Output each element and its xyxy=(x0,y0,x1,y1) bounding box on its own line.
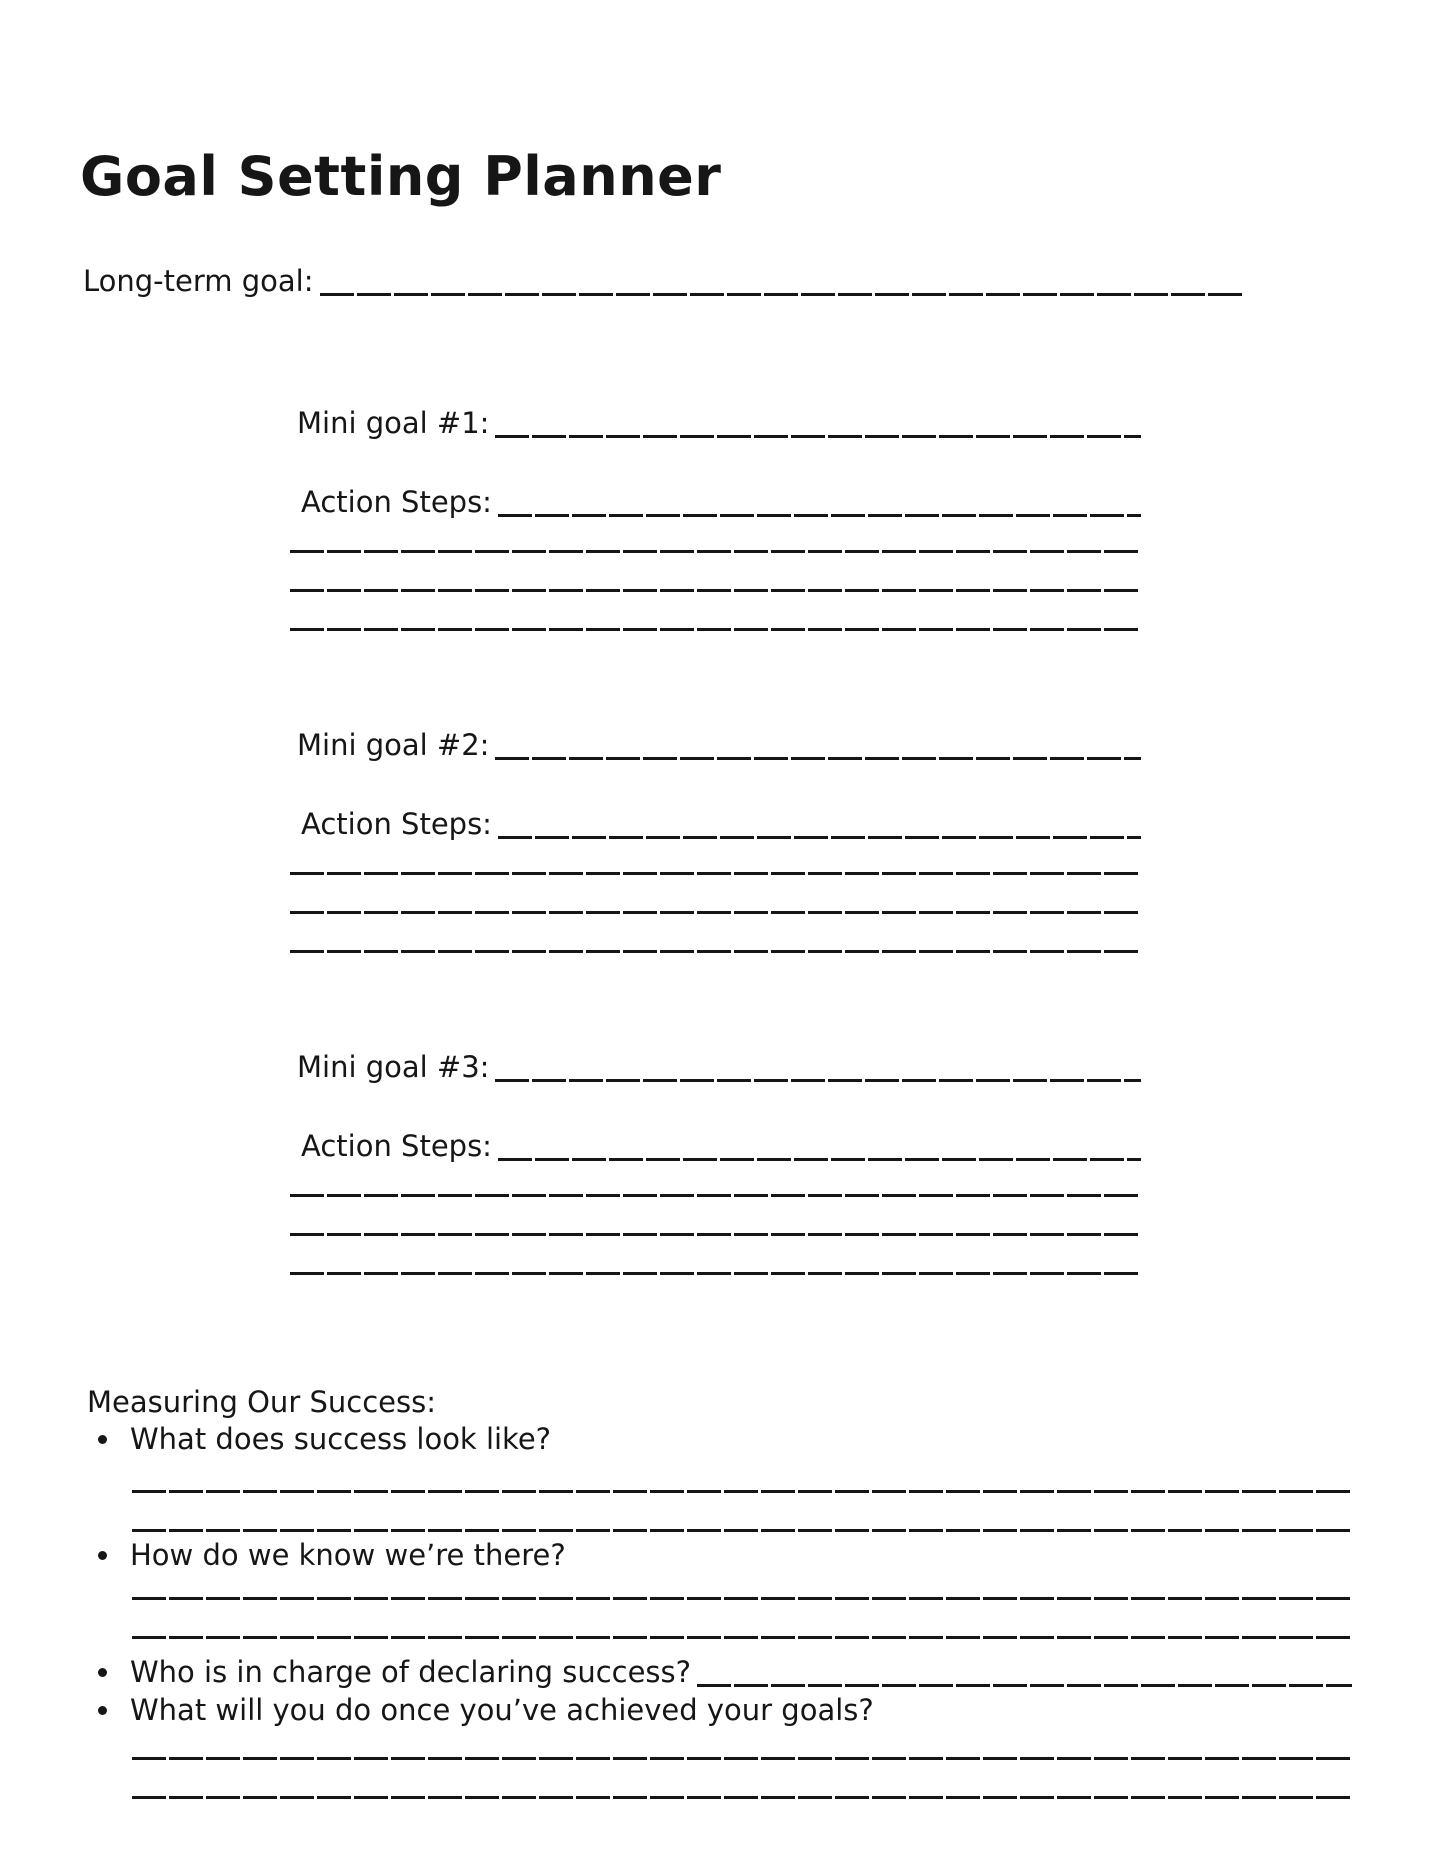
mini-goal-section-2 xyxy=(290,726,1141,953)
mini-goal-blank xyxy=(495,435,1141,438)
mini-goal-label: Mini goal #3: xyxy=(297,1050,490,1084)
bullet-item-success-look-like xyxy=(87,1420,551,1458)
mini-goal-section-3 xyxy=(290,1048,1141,1275)
action-steps-blank xyxy=(498,836,1141,839)
mini-goal-row xyxy=(290,1048,1141,1086)
writing-line xyxy=(132,1636,1352,1639)
writing-line xyxy=(290,1233,1141,1236)
writing-line xyxy=(290,628,1141,631)
long-term-goal-label: Long-term goal: xyxy=(83,264,314,298)
mini-goal-section-1 xyxy=(290,404,1141,631)
mini-goal-label: Mini goal #2: xyxy=(297,728,490,762)
writing-line xyxy=(290,1272,1141,1275)
bullet-item-declaring-success xyxy=(87,1653,1352,1691)
bullet-item-know-we-are-there xyxy=(87,1536,566,1574)
action-steps-row xyxy=(290,1127,1141,1165)
action-steps-label: Action Steps: xyxy=(301,1129,492,1163)
writing-line xyxy=(290,1194,1141,1197)
action-steps-label: Action Steps: xyxy=(301,807,492,841)
declaring-success-blank xyxy=(697,1684,1352,1687)
mini-goal-row xyxy=(290,404,1141,442)
bullet-item-after-achieving-goals xyxy=(87,1691,874,1729)
writing-line xyxy=(132,1529,1352,1532)
action-steps-row xyxy=(290,483,1141,521)
writing-line xyxy=(290,911,1141,914)
mini-goal-blank xyxy=(495,757,1141,760)
mini-goal-row xyxy=(290,726,1141,764)
writing-line xyxy=(132,1796,1352,1799)
writing-line xyxy=(132,1490,1352,1493)
long-term-goal-blank xyxy=(320,293,1246,296)
writing-line xyxy=(132,1597,1352,1600)
writing-line xyxy=(290,872,1141,875)
long-term-goal-row xyxy=(83,262,1245,300)
mini-goal-blank xyxy=(495,1079,1141,1082)
bullet-text: How do we know we’re there? xyxy=(130,1538,566,1572)
action-steps-label: Action Steps: xyxy=(301,485,492,519)
bullet-text: What will you do once you’ve achieved your goals? xyxy=(130,1693,874,1727)
bullet-text: What does success look like? xyxy=(130,1422,552,1456)
writing-line xyxy=(290,550,1141,553)
bullet-dot xyxy=(98,1706,107,1715)
writing-line xyxy=(290,950,1141,953)
bullet-dot xyxy=(98,1551,107,1560)
action-steps-blank xyxy=(498,1158,1141,1161)
writing-line xyxy=(132,1757,1352,1760)
writing-line xyxy=(290,589,1141,592)
bullet-text: Who is in charge of declaring success? xyxy=(130,1655,692,1689)
mini-goal-label: Mini goal #1: xyxy=(297,406,490,440)
bullet-dot xyxy=(98,1435,107,1444)
measuring-success-heading: Measuring Our Success: xyxy=(87,1385,436,1419)
action-steps-blank xyxy=(498,514,1141,517)
bullet-dot xyxy=(98,1668,107,1677)
page-title: Goal Setting Planner xyxy=(80,145,722,209)
action-steps-row xyxy=(290,805,1141,843)
